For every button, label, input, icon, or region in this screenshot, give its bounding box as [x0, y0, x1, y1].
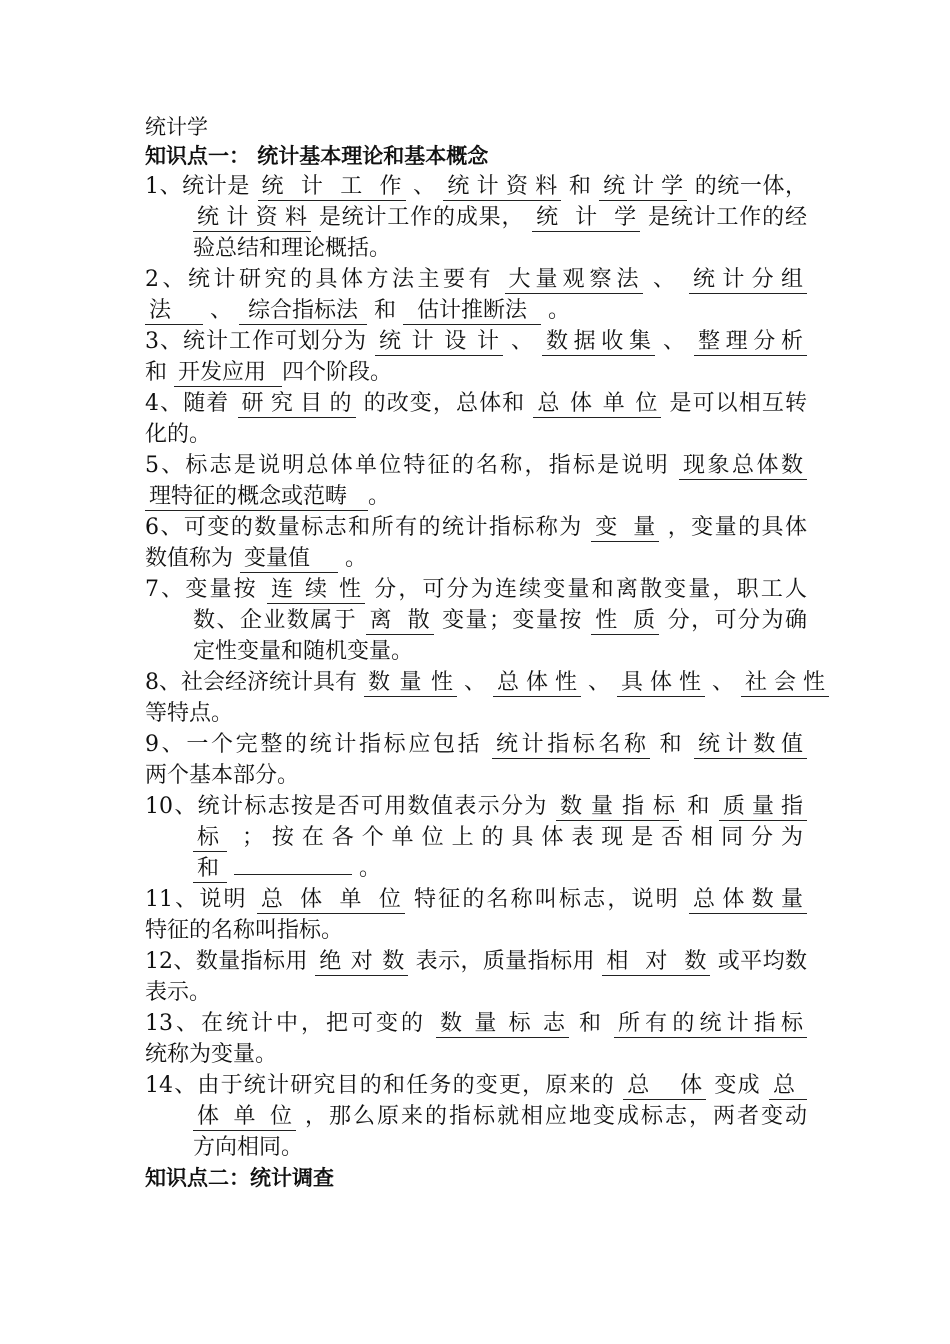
answer-blank: 总体	[623, 1073, 706, 1100]
question-10-line-1: 10、统计标志按是否可用数值表示分为 数量指标 和 质量指	[145, 791, 807, 822]
answer-blank: 整理分析	[694, 329, 807, 356]
question-3-line-1: 3、统计工作可划分为 统计设计 、 数据收集 、 整理分析	[145, 326, 807, 357]
answer-blank: 统计工作	[258, 174, 406, 201]
answer-blank: 统计分组	[689, 267, 807, 294]
answer-blank-empty	[234, 874, 352, 875]
answer-blank: 变量值	[240, 546, 338, 573]
answer-blank: 总体数量	[689, 887, 807, 914]
answer-blank: 统计学	[599, 174, 687, 201]
question-8-line-2: 等特点。	[145, 701, 234, 726]
answer-blank: 综合指标法	[239, 298, 367, 325]
answer-blank: 法	[145, 298, 203, 325]
question-3-line-2: 和 开发应用 四个阶段。	[145, 360, 393, 385]
answer-blank: 现象总体数	[679, 453, 807, 480]
answer-blank: 大量观察法	[505, 267, 643, 294]
question-13-line-2: 统称为变量。	[145, 1042, 278, 1067]
answer-blank: 统计资料	[443, 174, 561, 201]
answer-blank: 标	[193, 825, 227, 852]
answer-blank: 统计指标名称	[492, 732, 650, 759]
answer-blank: 统计数值	[694, 732, 807, 759]
answer-blank: 性质	[591, 608, 659, 635]
answer-blank: 所有的统计指标	[614, 1011, 807, 1038]
question-14-line-3: 方向相同。	[193, 1135, 304, 1160]
answer-blank: 绝对数	[315, 949, 408, 976]
answer-blank: 总	[769, 1073, 807, 1100]
section-heading-2: 知识点二：统计调查	[145, 1166, 334, 1190]
answer-blank: 总体单位	[257, 887, 405, 914]
answer-blank: 统计学	[532, 205, 640, 232]
question-5-line-2: 理特征的概念或范畴 。	[145, 481, 807, 512]
answer-blank: 数据收集	[542, 329, 655, 356]
answer-blank: 具体性	[617, 670, 705, 697]
answer-blank: 理特征的概念或范畴	[145, 484, 368, 511]
question-8-line-1: 8、社会经济统计具有 数量性 、 总体性 、 具体性 、 社会性	[145, 667, 807, 698]
answer-blank: 估计推断法	[403, 298, 541, 325]
question-2-line-2: 法 、 综合指标法 和 估计推断法 。	[145, 295, 807, 326]
question-11-line-2: 特征的名称叫指标。	[145, 918, 344, 943]
answer-blank: 研究目的	[238, 391, 356, 418]
question-4-line-2: 化的。	[145, 422, 212, 447]
answer-blank: 统计设计	[375, 329, 503, 356]
section-heading-1: 知识点一： 统计基本理论和基本概念	[145, 144, 489, 168]
question-7-line-3: 定性变量和随机变量。	[193, 639, 414, 664]
answer-blank: 相对数	[602, 949, 710, 976]
answer-blank: 连续性	[267, 577, 365, 604]
document-title: 统计学	[145, 115, 208, 139]
answer-blank: 数量性	[364, 670, 457, 697]
question-12-line-1: 12、数量指标用 绝对数 表示，质量指标用 相对数 或平均数	[145, 949, 807, 974]
answer-blank: 离散	[366, 608, 434, 635]
answer-blank: 体单位	[193, 1104, 296, 1131]
answer-blank: 开发应用	[174, 360, 282, 387]
question-7-line-1: 7、变量按 连续性 分，可分为连续变量和离散变量，职工人	[145, 577, 807, 602]
question-2-line-1: 2、统计研究的具体方法主要有 大量观察法 、 统计分组	[145, 264, 807, 295]
answer-blank: 和	[193, 856, 227, 883]
answer-blank: 总体性	[493, 670, 581, 697]
question-14-line-2: 体单位 ，那么原来的指标就相应地变成标志，两者变动	[193, 1101, 807, 1132]
question-1-line-1: 1、统计是 统计工作 、 统计资料 和 统计学 的统一体，	[145, 174, 808, 199]
question-1-line-3: 验总结和理论概括。	[193, 236, 392, 261]
question-10-line-3: 和 。	[193, 853, 807, 884]
question-14-line-1: 14、由于统计研究目的和任务的变更，原来的 总体 变成 总	[145, 1070, 807, 1101]
answer-blank: 变量	[591, 515, 659, 542]
question-12-line-2: 表示。	[145, 980, 212, 1005]
answer-blank: 数量指标	[556, 794, 679, 821]
answer-blank: 数量标志	[436, 1011, 569, 1038]
question-13-line-1: 13、在统计中，把可变的 数量标志 和 所有的统计指标	[145, 1008, 807, 1039]
question-6-line-2: 数值称为 变量值 。	[145, 546, 368, 571]
question-4-line-1: 4、随着 研究目的 的改变，总体和 总体单位 是可以相互转	[145, 391, 807, 416]
answer-blank: 质量指	[719, 794, 807, 821]
answer-blank: 总体单位	[533, 391, 661, 418]
question-9-line-1: 9、一个完整的统计指标应包括 统计指标名称 和 统计数值	[145, 729, 807, 760]
question-6-line-1: 6、可变的数量标志和所有的统计指标称为 变量 ，变量的具体	[145, 515, 808, 540]
question-9-line-2: 两个基本部分。	[145, 763, 300, 788]
question-11-line-1: 11、说明 总体单位 特征的名称叫标志，说明 总体数量	[145, 884, 807, 915]
question-7-line-2: 数、企业数属于 离散 变量；变量按 性质 分，可分为确	[193, 608, 807, 633]
question-5-line-1: 5、标志是说明总体单位特征的名称，指标是说明 现象总体数	[145, 450, 807, 481]
answer-blank: 社会性	[741, 670, 829, 697]
question-1-line-2: 统计资料 是统计工作的成果， 统计学 是统计工作的经	[193, 202, 807, 233]
question-10-line-2: 标 ；按在各个单位上的具体表现是否相同分为	[193, 822, 807, 853]
answer-blank: 统计资料	[193, 205, 311, 232]
